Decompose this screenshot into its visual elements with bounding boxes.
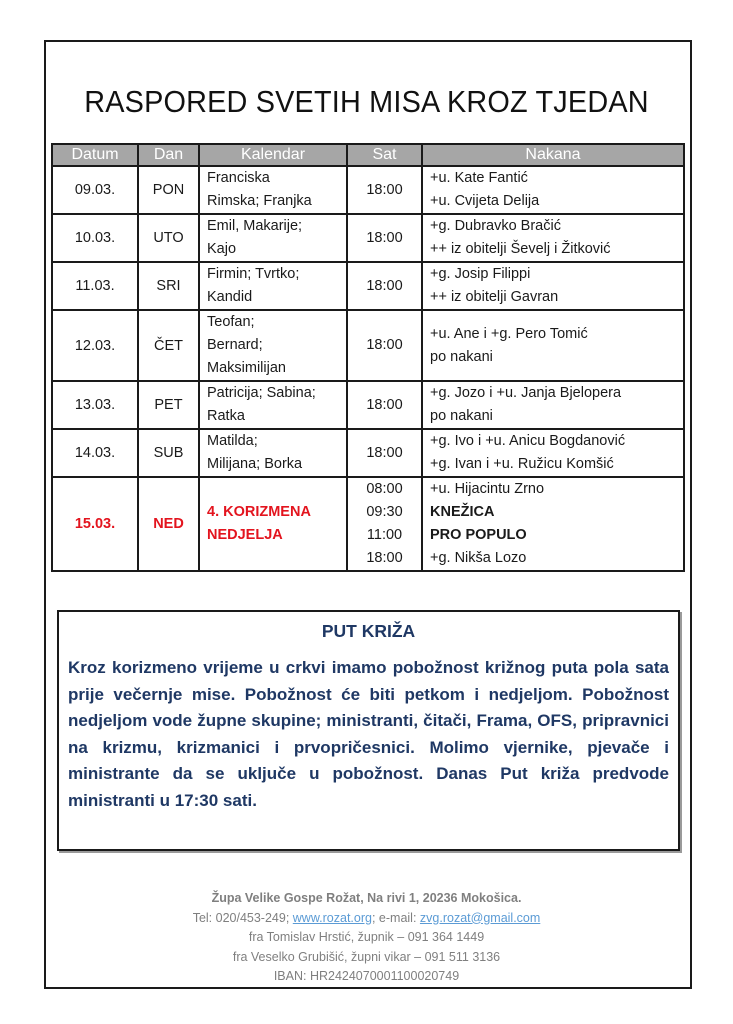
table-row — [52, 381, 684, 429]
intention-line: +g. Ivan i +u. Ružicu Komšić — [430, 456, 614, 472]
footer-parish: Župa Velike Gospe Rožat, Na rivi 1, 20236 Mokošica. — [211, 891, 522, 905]
intention-line: PRO POPULO — [430, 527, 527, 543]
time-cell: 18:00 — [347, 381, 422, 429]
date-cell: 10.03. — [52, 214, 138, 262]
table-row — [52, 262, 684, 310]
date-cell: 15.03. — [52, 477, 138, 571]
intention-line: po nakani — [430, 408, 493, 424]
date-cell: 13.03. — [52, 381, 138, 429]
day-cell: SUB — [138, 429, 199, 477]
intention-line: KNEŽICA — [430, 504, 495, 520]
footer-contact — [0, 909, 733, 929]
header-kalendar: Kalendar — [199, 144, 347, 166]
time-line: 18:00 — [366, 550, 403, 566]
footer-iban: IBAN: HR2424070001100020749 — [273, 969, 460, 983]
calendar-line: Matilda; — [207, 433, 258, 449]
intention-cell — [422, 381, 684, 429]
day-cell: PET — [138, 381, 199, 429]
intention-cell — [422, 477, 684, 571]
header-datum: Datum — [52, 144, 138, 166]
intention-cell — [422, 262, 684, 310]
calendar-line: Maksimilijan — [207, 360, 286, 376]
time-line: 08:00 — [366, 481, 403, 497]
table-row-sunday — [52, 477, 684, 571]
time-cell — [347, 477, 422, 571]
intention-cell — [422, 214, 684, 262]
calendar-line: Milijana; Borka — [207, 456, 303, 472]
table-row — [52, 214, 684, 262]
table-header-row — [52, 144, 684, 166]
calendar-cell — [199, 477, 347, 571]
intention-line: +g. Jozo i +u. Janja Bjelopera — [430, 385, 622, 401]
day-cell: NED — [138, 477, 199, 571]
calendar-line: Firmin; Tvrtko; — [207, 266, 300, 282]
time-line: 11:00 — [366, 527, 403, 543]
footer-priest: fra Tomislav Hrstić, župnik – 091 364 1449 — [248, 930, 485, 944]
date-cell: 12.03. — [52, 310, 138, 381]
intention-line: +u. Ane i +g. Pero Tomić — [430, 325, 588, 342]
day-cell: SRI — [138, 262, 199, 310]
intention-line: +g. Dubravko Bračić — [430, 218, 561, 234]
intention-line: +u. Cvijeta Delija — [430, 193, 540, 209]
calendar-cell — [199, 166, 347, 214]
calendar-line: Teofan; — [207, 314, 255, 330]
time-cell: 18:00 — [347, 214, 422, 262]
header-dan: Dan — [138, 144, 199, 166]
notice-box — [57, 610, 680, 851]
calendar-line: Bernard; — [207, 337, 263, 353]
calendar-cell — [199, 262, 347, 310]
footer-vicar: fra Veselko Grubišić, župni vikar – 091 511 3136 — [232, 949, 501, 964]
intention-line: +g. Nikša Lozo — [430, 550, 527, 566]
website-link[interactable]: www.rozat.org — [292, 910, 372, 925]
calendar-line: Kajo — [207, 241, 237, 257]
calendar-cell — [199, 310, 347, 381]
time-cell: 18:00 — [347, 262, 422, 310]
intention-line: +g. Ivo i +u. Anicu Bogdanović — [430, 433, 626, 449]
time-cell: 18:00 — [347, 166, 422, 214]
footer-email-label: ; e-mail: — [371, 910, 420, 925]
calendar-line: Franciska — [207, 170, 270, 186]
time-cell: 18:00 — [347, 310, 422, 381]
footer-tel: Tel: 020/453-249; — [192, 910, 293, 925]
intention-line: +u. Hijacintu Zrno — [430, 481, 545, 497]
calendar-cell — [199, 214, 347, 262]
day-cell: PON — [138, 166, 199, 214]
table-row — [52, 429, 684, 477]
table-row — [52, 166, 684, 214]
header-nakana: Nakana — [422, 144, 684, 166]
calendar-line: Ratka — [207, 408, 245, 424]
calendar-cell — [199, 381, 347, 429]
intention-line: ++ iz obitelji Ševelj i Žitković — [430, 241, 611, 257]
calendar-line: 4. KORIZMENA — [207, 504, 311, 520]
time-line: 09:30 — [366, 504, 403, 520]
intention-cell — [422, 310, 684, 381]
calendar-line: NEDJELJA — [207, 527, 283, 543]
intention-line: po nakani — [430, 348, 493, 365]
date-cell: 09.03. — [52, 166, 138, 214]
intention-line: +u. Kate Fantić — [430, 170, 528, 186]
notice-title: PUT KRIŽA — [321, 621, 416, 641]
page-title: RASPORED SVETIH MISA KROZ TJEDAN — [84, 84, 649, 119]
calendar-line: Emil, Makarije; — [207, 218, 303, 234]
calendar-line: Kandid — [207, 289, 253, 305]
intention-cell — [422, 429, 684, 477]
calendar-cell — [199, 429, 347, 477]
day-cell: ČET — [138, 310, 199, 381]
date-cell: 14.03. — [52, 429, 138, 477]
intention-line: ++ iz obitelji Gavran — [430, 289, 559, 305]
intention-cell — [422, 166, 684, 214]
table-row — [52, 310, 684, 381]
time-cell: 18:00 — [347, 429, 422, 477]
email-link[interactable]: zvg.rozat@gmail.com — [419, 910, 541, 925]
calendar-line: Patricija; Sabina; — [207, 385, 316, 401]
day-cell: UTO — [138, 214, 199, 262]
mass-schedule-table — [51, 143, 685, 572]
calendar-line: Rimska; Franjka — [207, 193, 312, 209]
notice-text: Kroz korizmeno vrijeme u crkvi imamo pobožnost križnog puta pola sata prije večernje mise. Pobožnost će biti petkom i nedjeljom. Pobožnost nedjeljom vode župne skupine; ministranti, čitači, Frama, OFS, pripravnici na krizmu, krizmanici i prvopričesnici. Molimo vjernike, pjevače i ministrante da se uključe u pobožnost. Danas Put križa predvode ministranti u 17:30 sati. — [68, 658, 669, 810]
date-cell: 11.03. — [52, 262, 138, 310]
intention-line: +g. Josip Filippi — [430, 266, 531, 282]
header-sat: Sat — [347, 144, 422, 166]
footer — [0, 889, 733, 987]
